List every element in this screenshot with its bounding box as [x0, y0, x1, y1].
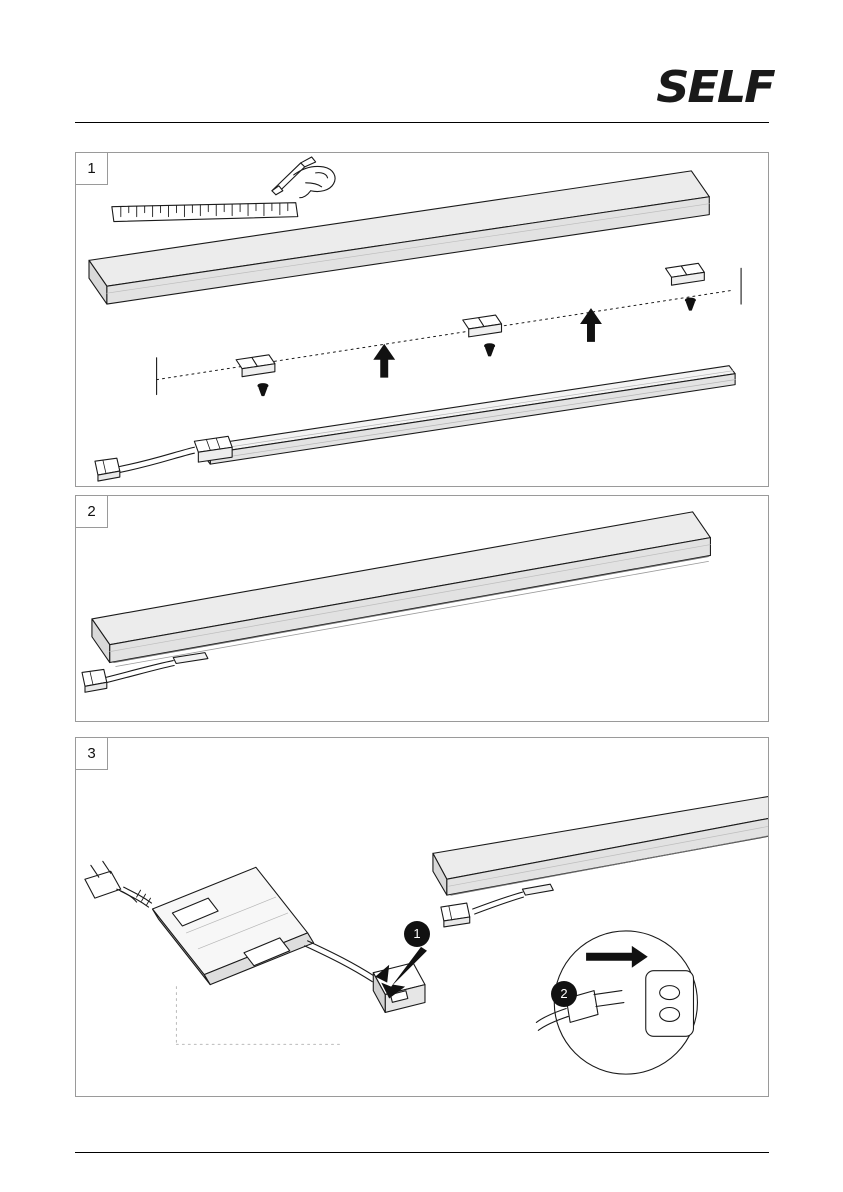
screw-right — [685, 298, 695, 310]
footer-divider — [75, 1152, 769, 1153]
panel-step-1 — [75, 152, 769, 487]
screw-center — [485, 344, 495, 356]
ac-cable — [121, 887, 152, 907]
panel-2-number: 2 — [76, 496, 108, 528]
dc-cable — [102, 661, 174, 684]
dc-cable — [117, 447, 195, 473]
dc-connector-plug — [95, 458, 120, 481]
led-driver-power-supply — [153, 867, 314, 984]
fixture-dc-cable — [473, 892, 524, 914]
inline-connector-block — [194, 436, 232, 462]
note-dotted-area — [176, 987, 343, 1045]
marker-1: 1 — [404, 921, 430, 947]
figure-step-2 — [76, 496, 768, 721]
pencil-hand-icon — [272, 157, 335, 198]
ac-wall-plug — [85, 861, 137, 902]
panel-step-3 — [75, 737, 769, 1097]
panel-1-number: 1 — [76, 153, 108, 185]
mounting-clip-center — [463, 315, 502, 337]
brand-logo: SELF — [656, 62, 774, 113]
ruler-icon — [112, 203, 298, 222]
panel-step-2 — [75, 495, 769, 722]
header-divider — [75, 122, 769, 123]
panel-3-number: 3 — [76, 738, 108, 770]
led-light-bar — [204, 366, 735, 464]
mounting-clip-left — [236, 355, 275, 377]
figure-step-1 — [76, 153, 768, 486]
figure-step-3 — [76, 738, 768, 1096]
dc-connector-plug — [82, 669, 107, 692]
push-arrow-right — [580, 308, 602, 342]
fixture-dc-plug — [441, 903, 470, 927]
marker-2: 2 — [551, 981, 577, 1007]
shelf-board — [92, 512, 711, 663]
mounting-clip-right — [666, 263, 705, 285]
push-arrow-left — [373, 344, 395, 378]
driver-output-cable — [305, 941, 376, 982]
screw-left — [258, 384, 268, 396]
shelf-board — [89, 171, 709, 304]
